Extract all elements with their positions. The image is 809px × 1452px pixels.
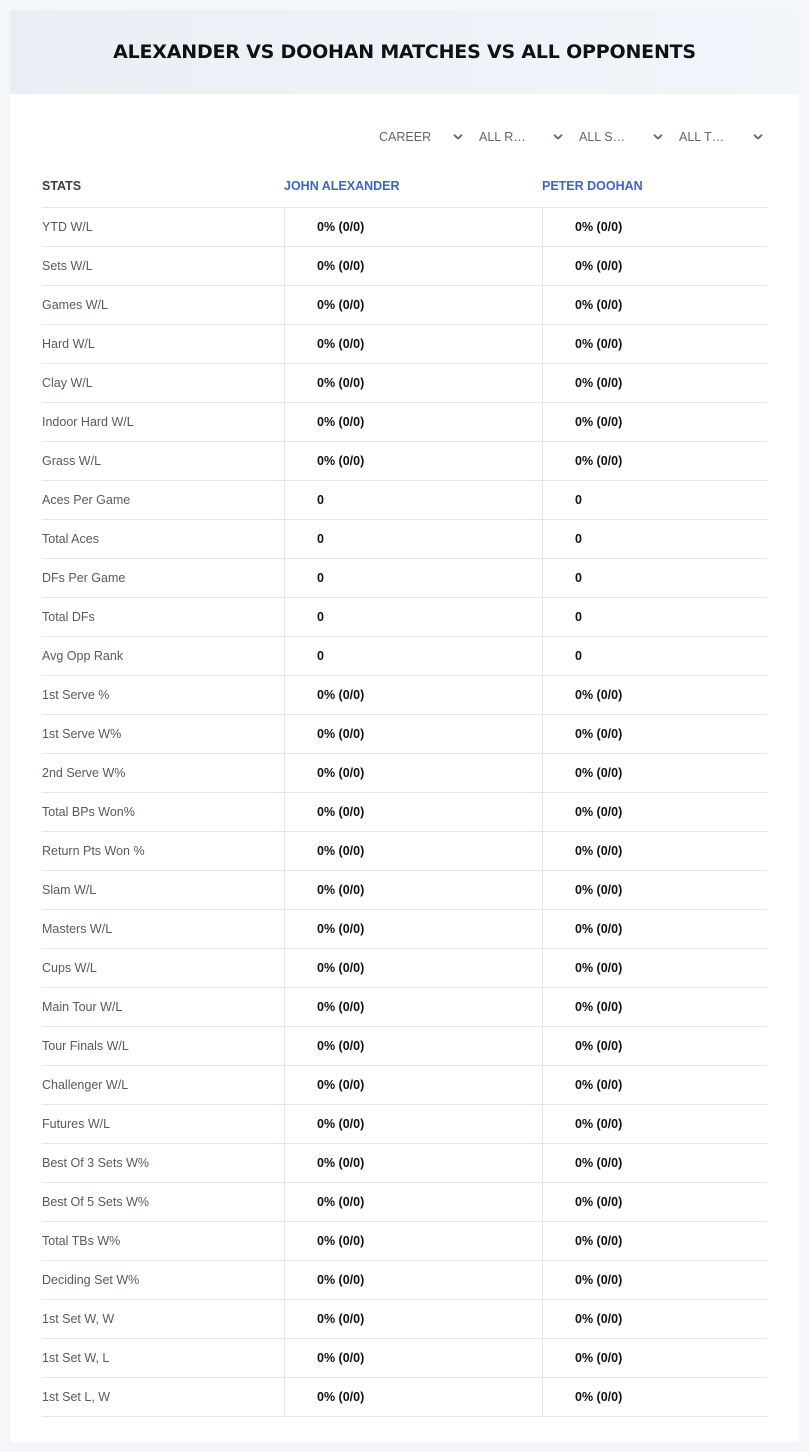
player2-value: 0 [542, 559, 767, 597]
table-row [42, 676, 767, 715]
player1-value: 0% (0/0) [284, 1027, 542, 1065]
stat-label: Best Of 3 Sets W% [42, 1156, 149, 1170]
filter-label: ALL S… [579, 130, 626, 144]
stat-label: Total TBs W% [42, 1234, 121, 1248]
player2-value: 0% (0/0) [542, 871, 767, 909]
player1-value: 0% (0/0) [284, 442, 542, 480]
table-row [42, 1378, 767, 1417]
table-body [42, 208, 767, 1417]
table-row [42, 364, 767, 403]
table-row [42, 1222, 767, 1261]
stats-card [10, 10, 799, 1442]
player2-value: 0% (0/0) [542, 1300, 767, 1338]
stat-label: Deciding Set W% [42, 1273, 140, 1287]
filter-label: CAREER [379, 130, 432, 144]
filter-tournament-select[interactable] [667, 126, 767, 148]
player2-value: 0% (0/0) [542, 208, 767, 246]
stat-label: Indoor Hard W/L [42, 415, 134, 429]
stat-label: Cups W/L [42, 961, 97, 975]
player2-value: 0% (0/0) [542, 1144, 767, 1182]
table-row [42, 1144, 767, 1183]
player1-value: 0% (0/0) [284, 832, 542, 870]
table-row [42, 208, 767, 247]
table-row [42, 325, 767, 364]
chevron-down-icon [652, 131, 664, 143]
player2-value: 0% (0/0) [542, 949, 767, 987]
player2-value: 0% (0/0) [542, 793, 767, 831]
table-header [42, 164, 767, 208]
stat-label: Avg Opp Rank [42, 649, 124, 663]
stat-label: Hard W/L [42, 337, 95, 351]
table-row [42, 871, 767, 910]
stat-label: Slam W/L [42, 883, 97, 897]
player1-value: 0% (0/0) [284, 208, 542, 246]
player2-value: 0% (0/0) [542, 403, 767, 441]
table-row [42, 1027, 767, 1066]
table-row [42, 715, 767, 754]
stat-label: Aces Per Game [42, 493, 131, 507]
player2-value: 0% (0/0) [542, 1378, 767, 1416]
table-row [42, 637, 767, 676]
player1-value: 0% (0/0) [284, 364, 542, 402]
filter-rounds-select[interactable] [467, 126, 567, 148]
player1-value: 0% (0/0) [284, 871, 542, 909]
stats-table [42, 164, 767, 1417]
stat-label: Total DFs [42, 610, 95, 624]
table-row [42, 481, 767, 520]
player1-value: 0% (0/0) [284, 1339, 542, 1377]
stat-label: Total BPs Won% [42, 805, 135, 819]
table-row [42, 754, 767, 793]
stat-label: 1st Set W, L [42, 1351, 110, 1365]
player2-value: 0% (0/0) [542, 715, 767, 753]
player1-value: 0% (0/0) [284, 286, 542, 324]
table-row [42, 520, 767, 559]
table-row [42, 598, 767, 637]
stat-label: 1st Serve % [42, 688, 110, 702]
filter-label: ALL R… [479, 130, 526, 144]
table-row [42, 403, 767, 442]
player1-value: 0 [284, 559, 542, 597]
page-title: ALEXANDER VS DOOHAN MATCHES VS ALL OPPONENTS [113, 41, 696, 63]
stat-label: Best Of 5 Sets W% [42, 1195, 149, 1209]
stat-label: Sets W/L [42, 259, 93, 273]
stat-label: Total Aces [42, 532, 99, 546]
stat-label: Grass W/L [42, 454, 102, 468]
player1-value: 0% (0/0) [284, 325, 542, 363]
column-header-player1[interactable]: JOHN ALEXANDER [284, 178, 400, 193]
stat-label: 1st Set L, W [42, 1390, 111, 1404]
stat-label: 1st Serve W% [42, 727, 122, 741]
player1-value: 0% (0/0) [284, 1300, 542, 1338]
stat-label: Challenger W/L [42, 1078, 129, 1092]
table-row [42, 286, 767, 325]
table-row [42, 910, 767, 949]
table-row [42, 1105, 767, 1144]
stat-label: Tour Finals W/L [42, 1039, 129, 1053]
table-row [42, 442, 767, 481]
player2-value: 0% (0/0) [542, 1339, 767, 1377]
stat-label: 2nd Serve W% [42, 766, 126, 780]
player1-value: 0% (0/0) [284, 910, 542, 948]
table-row [42, 247, 767, 286]
table-row [42, 559, 767, 598]
player1-value: 0 [284, 637, 542, 675]
filter-surface-select[interactable] [567, 126, 667, 148]
stat-label: DFs Per Game [42, 571, 126, 585]
player2-value: 0% (0/0) [542, 325, 767, 363]
stat-label: Return Pts Won % [42, 844, 145, 858]
stat-label: Futures W/L [42, 1117, 111, 1131]
player2-value: 0% (0/0) [542, 1066, 767, 1104]
player1-value: 0% (0/0) [284, 1261, 542, 1299]
table-row [42, 988, 767, 1027]
player1-value: 0% (0/0) [284, 1183, 542, 1221]
player1-value: 0% (0/0) [284, 793, 542, 831]
filter-period-select[interactable] [367, 126, 467, 148]
stat-label: Main Tour W/L [42, 1000, 123, 1014]
stat-label: 1st Set W, W [42, 1312, 115, 1326]
stat-label: Clay W/L [42, 376, 93, 390]
player2-value: 0% (0/0) [542, 247, 767, 285]
table-row [42, 793, 767, 832]
table-row [42, 1300, 767, 1339]
filter-bar [367, 126, 767, 148]
column-header-stats: STATS [42, 178, 82, 193]
player1-value: 0% (0/0) [284, 1105, 542, 1143]
player1-value: 0% (0/0) [284, 754, 542, 792]
player2-value: 0% (0/0) [542, 754, 767, 792]
chevron-down-icon [452, 131, 464, 143]
filter-label: ALL T… [679, 130, 725, 144]
player1-value: 0 [284, 481, 542, 519]
player2-value: 0% (0/0) [542, 364, 767, 402]
player2-value: 0 [542, 520, 767, 558]
player2-value: 0% (0/0) [542, 1105, 767, 1143]
stat-label: Games W/L [42, 298, 108, 312]
player1-value: 0 [284, 598, 542, 636]
player2-value: 0% (0/0) [542, 910, 767, 948]
player2-value: 0 [542, 637, 767, 675]
stat-label: Masters W/L [42, 922, 113, 936]
table-row [42, 1261, 767, 1300]
player2-value: 0% (0/0) [542, 1261, 767, 1299]
table-row [42, 832, 767, 871]
player2-value: 0% (0/0) [542, 1027, 767, 1065]
player1-value: 0% (0/0) [284, 1222, 542, 1260]
player1-value: 0% (0/0) [284, 1144, 542, 1182]
chevron-down-icon [752, 131, 764, 143]
player1-value: 0% (0/0) [284, 1378, 542, 1416]
player2-value: 0% (0/0) [542, 832, 767, 870]
player1-value: 0% (0/0) [284, 949, 542, 987]
table-row [42, 1339, 767, 1378]
player1-value: 0% (0/0) [284, 403, 542, 441]
player2-value: 0% (0/0) [542, 988, 767, 1026]
player2-value: 0% (0/0) [542, 442, 767, 480]
player2-value: 0% (0/0) [542, 286, 767, 324]
player1-value: 0% (0/0) [284, 715, 542, 753]
player1-value: 0 [284, 520, 542, 558]
player1-value: 0% (0/0) [284, 988, 542, 1026]
table-row [42, 1183, 767, 1222]
player1-value: 0% (0/0) [284, 1066, 542, 1104]
stat-label: YTD W/L [42, 220, 93, 234]
player1-value: 0% (0/0) [284, 676, 542, 714]
player2-value: 0% (0/0) [542, 1183, 767, 1221]
chevron-down-icon [552, 131, 564, 143]
player2-value: 0 [542, 598, 767, 636]
player1-value: 0% (0/0) [284, 247, 542, 285]
player2-value: 0% (0/0) [542, 1222, 767, 1260]
column-header-player2[interactable]: PETER DOOHAN [542, 178, 643, 193]
player2-value: 0 [542, 481, 767, 519]
card-header [10, 10, 799, 94]
player2-value: 0% (0/0) [542, 676, 767, 714]
table-row [42, 949, 767, 988]
table-row [42, 1066, 767, 1105]
